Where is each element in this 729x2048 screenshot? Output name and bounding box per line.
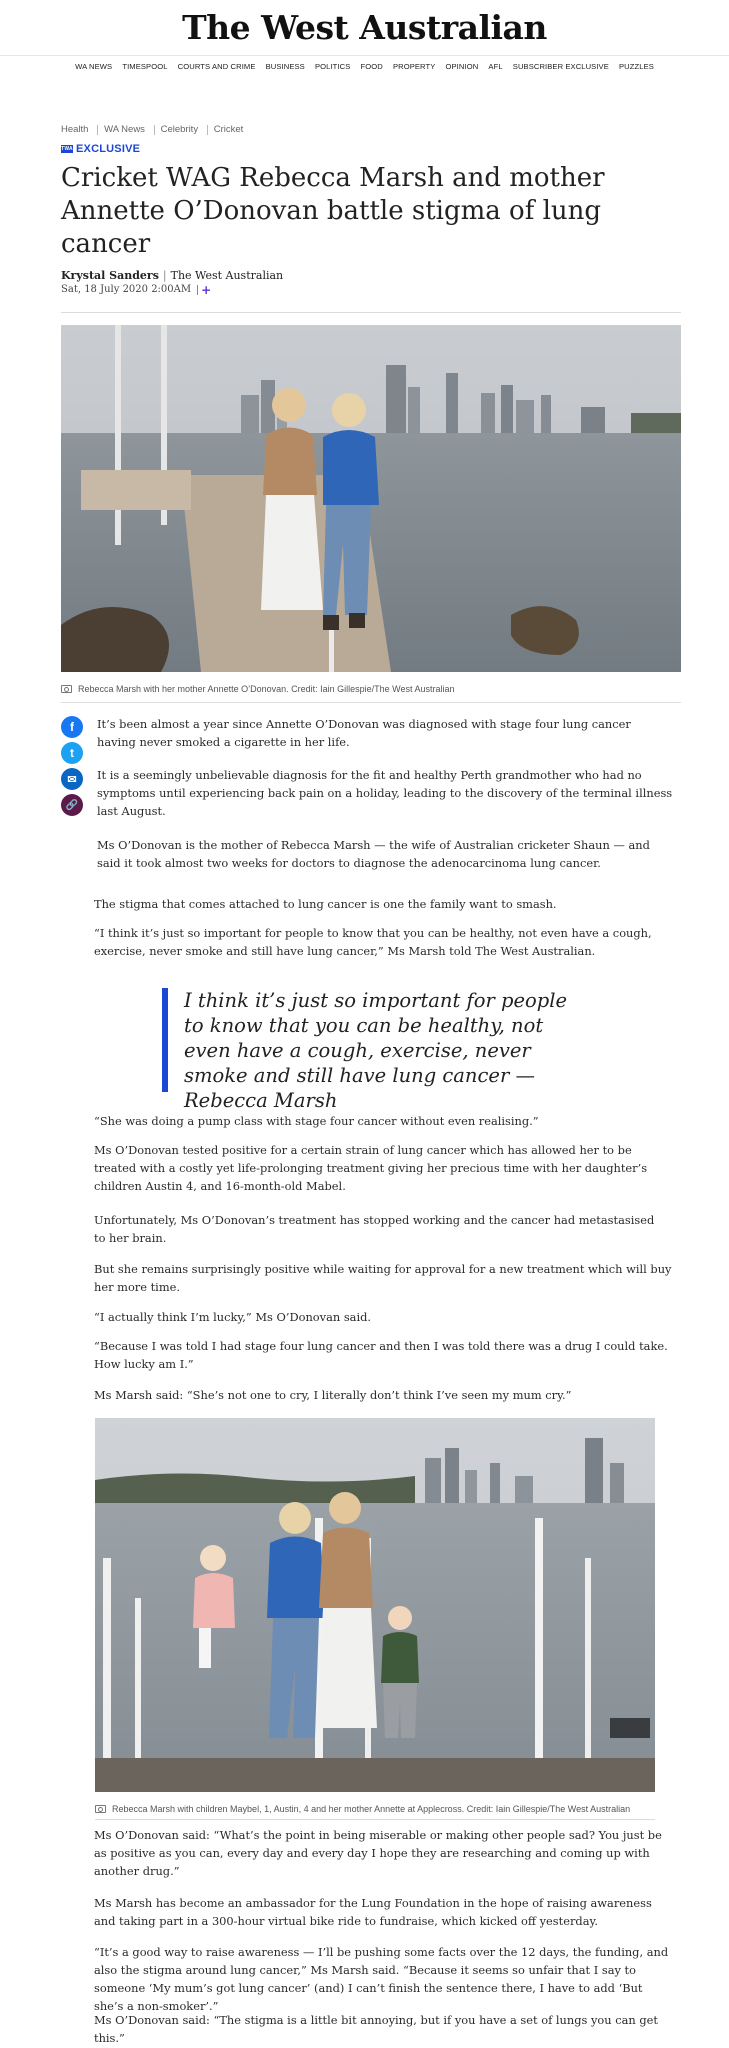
nav-item-afl[interactable]: AFL	[488, 62, 503, 71]
caption-divider	[95, 1819, 655, 1820]
site-logo[interactable]: The West Australian	[182, 8, 547, 47]
facebook-share-icon[interactable]: f	[61, 716, 83, 738]
nav-item-wa-news[interactable]: WA NEWS	[75, 62, 113, 71]
publication-name: The West Australian	[170, 269, 284, 282]
byline-separator: |	[162, 269, 167, 282]
article-headline: Cricket WAG Rebecca Marsh and mother Annette O’Donovan battle stigma of lung cancer	[61, 163, 605, 259]
pullquote	[162, 988, 582, 1112]
camera-icon	[61, 685, 72, 693]
breadcrumb	[61, 124, 249, 135]
body-paragraph: But she remains surprisingly positive while waiting for approval for a new treatment which will buy her more time.	[94, 1262, 672, 1294]
pullquote-text: I think it’s just so important for people to know that you can be healthy, not even have a cough, exercise, never smoke and still have lung cancer — Rebecca Marsh	[184, 989, 568, 1112]
main-nav	[0, 62, 729, 71]
body-paragraph: “I think it’s just so important for people to know that you can be healthy, not even have a cough, exercise, never smoke and still have lung cancer,” Ms Marsh told The West Australian.	[94, 926, 652, 958]
email-share-icon[interactable]: ✉	[61, 768, 83, 790]
hero-caption-text: Rebecca Marsh with her mother Annette O’Donovan. Credit: Iain Gillespie/The West Australian	[78, 684, 455, 694]
breadcrumb-celebrity[interactable]: Celebrity	[154, 125, 205, 135]
link-share-icon[interactable]: 🔗	[61, 794, 83, 816]
breadcrumb-health[interactable]: Health	[61, 124, 89, 135]
body-paragraph: “Because I was told I had stage four lung cancer and then I was told there was a drug I could take. How lucky am I.”	[94, 1339, 668, 1371]
nav-item-food[interactable]: FOOD	[360, 62, 383, 71]
nav-item-opinion[interactable]: OPINION	[445, 62, 479, 71]
nav-item-timespool[interactable]: TIMESPOOL	[122, 62, 168, 71]
body-paragraph: Ms O’Donovan tested positive for a certain strain of lung cancer which has allowed her to be treated with a costly yet life-prolonging treatment giving her precious time with her daughter’s children Austin 4, and 16-month-old Mabel.	[94, 1143, 648, 1193]
body-paragraph: Ms O’Donovan said: “The stigma is a little bit annoying, but if you have a set of lungs you can get this.”	[94, 2013, 658, 2045]
hero-photo-illustration	[61, 325, 681, 672]
body-paragraph: Ms O’Donovan said: “What’s the point in being miserable or making other people sad? You just be as positive as you can, every day and every day I hope they are researching and coming up with another drug.”	[94, 1828, 662, 1878]
body-paragraph: Ms O’Donovan is the mother of Rebecca Marsh — the wife of Australian cricketer Shaun — and said it took almost two weeks for doctors to diagnose the adenocarcinoma lung cancer.	[97, 838, 650, 870]
publish-date: Sat, 18 July 2020 2:00AM	[61, 284, 192, 295]
caption-divider	[61, 702, 681, 703]
breadcrumb-wa-news[interactable]: WA News	[97, 125, 151, 135]
body-paragraph: It is a seemingly unbelievable diagnosis for the fit and healthy Perth grandmother who had no symptoms until experiencing back pain on a holiday, leading to the discovery of the terminal illness last August.	[97, 768, 673, 818]
plus-icon: +	[197, 285, 211, 295]
body-paragraph: It’s been almost a year since Annette O’Donovan was diagnosed with stage four lung cancer having never smoked a cigarette in her life.	[97, 717, 631, 749]
second-image	[95, 1418, 655, 1792]
masthead	[0, 0, 729, 56]
nav-item-property[interactable]: PROPERTY	[392, 62, 436, 71]
exclusive-label: EXCLUSIVE	[76, 143, 141, 155]
nav-item-politics[interactable]: POLITICS	[314, 62, 351, 71]
nav-item-courts-and-crime[interactable]: COURTS AND CRIME	[177, 62, 256, 71]
divider	[61, 312, 681, 313]
body-paragraph: Ms Marsh said: “She’s not one to cry, I literally don’t think I’ve seen my mum cry.”	[94, 1388, 572, 1402]
exclusive-logo: TWA	[61, 146, 73, 152]
hero-image	[61, 325, 681, 672]
second-caption-text: Rebecca Marsh with children Maybel, 1, Austin, 4 and her mother Annette at Applecross. Credit: Iain Gillespie/The West Australian	[112, 1804, 631, 1814]
body-paragraph: “She was doing a pump class with stage four cancer without even realising.”	[94, 1114, 539, 1128]
dateline	[61, 284, 211, 295]
body-paragraph: “I actually think I’m lucky,” Ms O’Donovan said.	[94, 1310, 372, 1324]
byline	[61, 269, 283, 282]
body-paragraph: The stigma that comes attached to lung cancer is one the family want to smash.	[94, 897, 557, 911]
breadcrumb-cricket[interactable]: Cricket	[207, 125, 250, 135]
nav-item-subscriber-exclusive[interactable]: SUBSCRIBER EXCLUSIVE	[512, 62, 609, 71]
nav-item-business[interactable]: BUSINESS	[265, 62, 305, 71]
twitter-share-icon[interactable]: t	[61, 742, 83, 764]
second-caption	[95, 1804, 630, 1814]
body-paragraph: Unfortunately, Ms O’Donovan’s treatment has stopped working and the cancer had metastasised to her brain.	[94, 1213, 655, 1245]
body-paragraph: Ms Marsh has become an ambassador for the Lung Foundation in the hope of raising awareness and taking part in a 300-hour virtual bike ride to fundraise, which kicked off yesterday.	[94, 1896, 652, 1928]
author-name[interactable]: Krystal Sanders	[61, 269, 159, 282]
second-photo-illustration	[95, 1418, 655, 1792]
nav-item-puzzles[interactable]: PUZZLES	[619, 62, 654, 71]
body-paragraph: “It’s a good way to raise awareness — I’ll be pushing some facts over the 12 days, the funding, and also the stigma around lung cancer,” Ms Marsh said. “Because it seems so unfair that I say to someone ‘My mum’s got lung cancer’ (and) I can’t finish the sentence there, I have to add ‘But she’s a non-smoker’.”	[94, 1945, 669, 2013]
exclusive-badge	[61, 143, 140, 155]
camera-icon	[95, 1805, 106, 1813]
hero-caption	[61, 684, 455, 694]
